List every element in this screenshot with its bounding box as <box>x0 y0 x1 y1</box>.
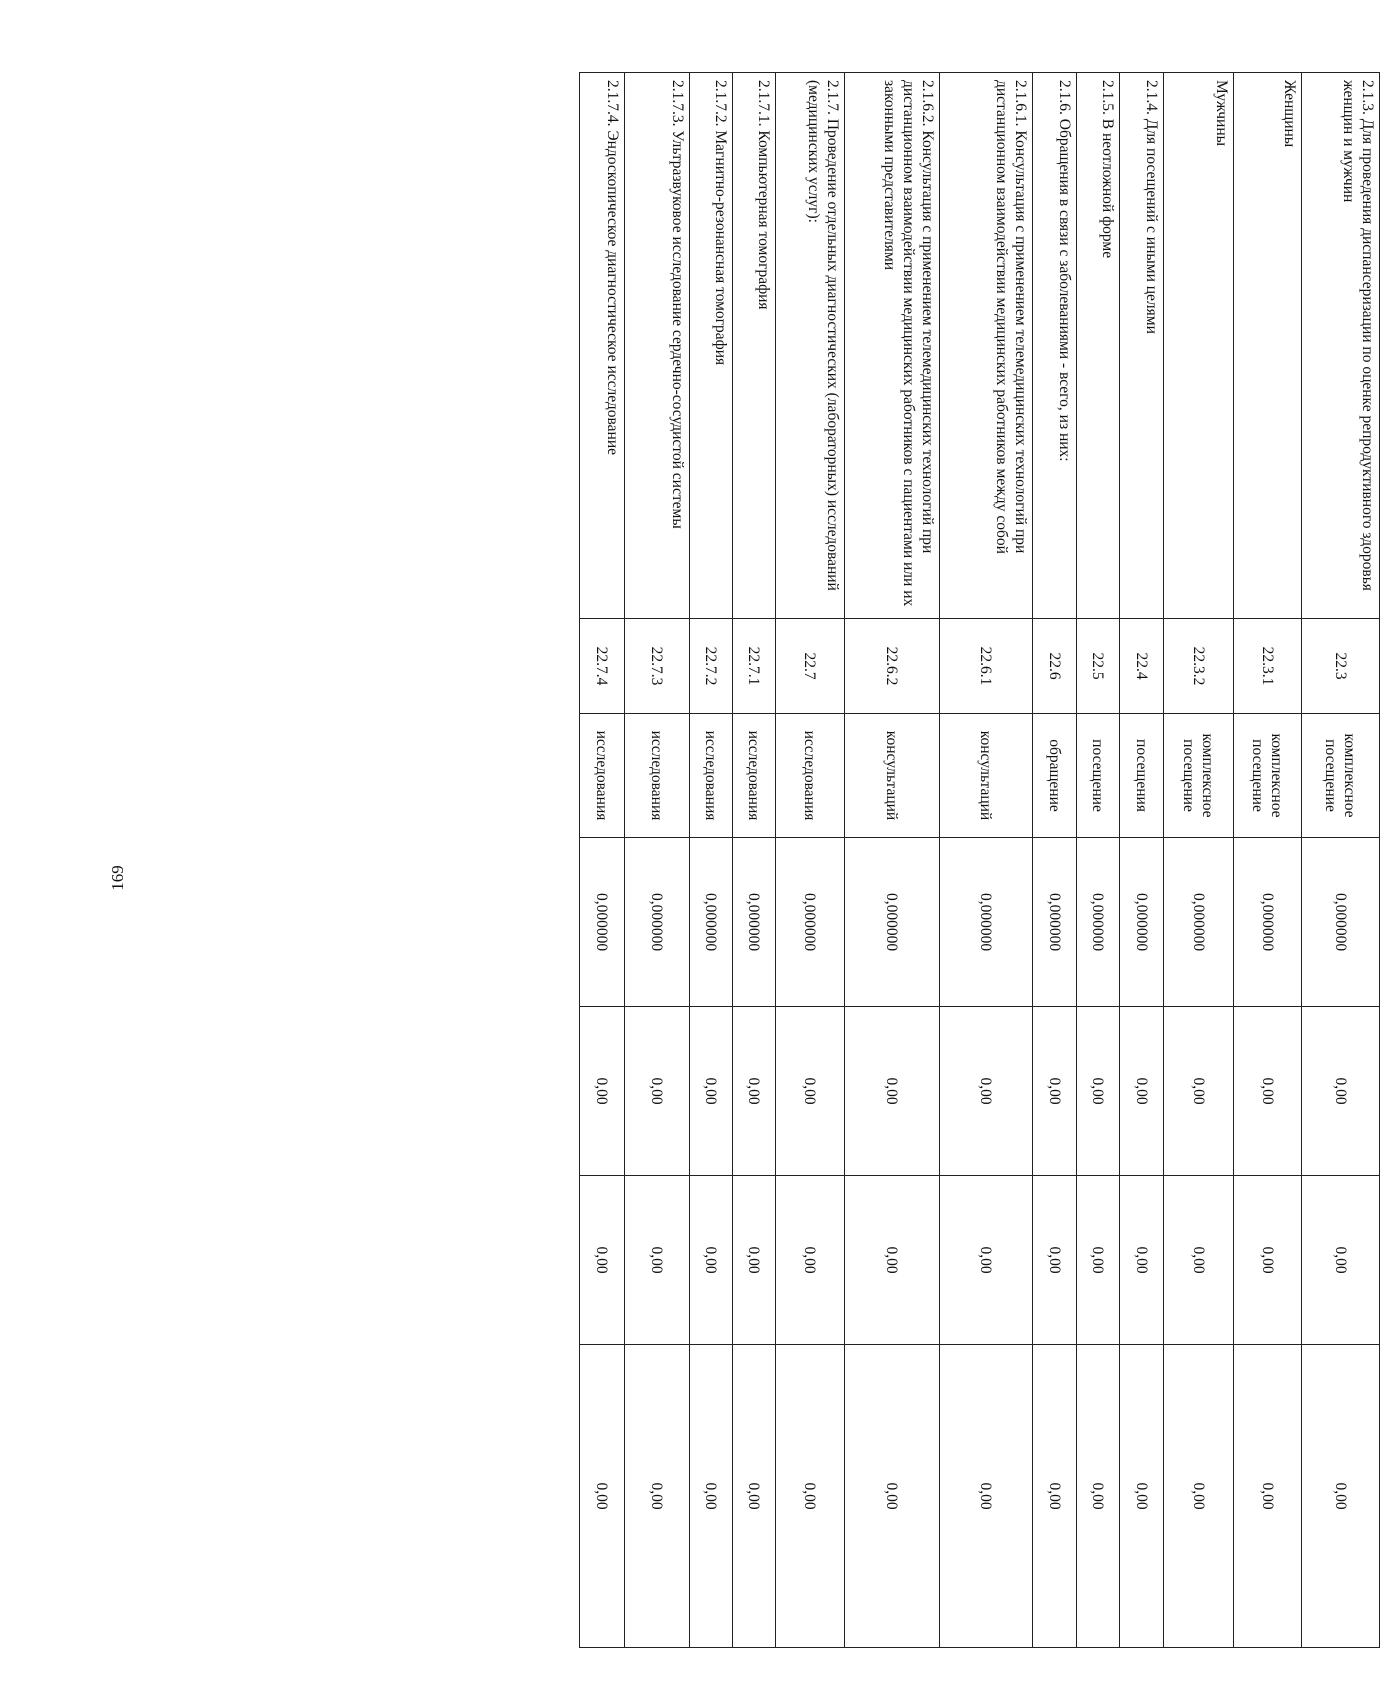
indicator-name-cell: 2.1.5. В неотложной форме <box>1077 73 1120 619</box>
norm-value-cell: 0,000000 <box>580 838 625 1007</box>
row-code-cell: 22.5 <box>1077 619 1120 714</box>
row-code-cell: 22.6.2 <box>845 619 940 714</box>
row-code-cell: 22.3.1 <box>1234 619 1302 714</box>
indicator-name-cell: 2.1.3. Для проведения диспансеризации по оценке репродуктивного здоровья женщин и мужчин <box>1302 73 1380 619</box>
row-code-cell: 22.6 <box>1033 619 1077 714</box>
value-cell-1: 0,00 <box>1234 1007 1302 1176</box>
value-cell-3: 0,00 <box>1120 1345 1164 1648</box>
table-row <box>580 73 625 1648</box>
value-cell-2: 0,00 <box>940 1176 1033 1345</box>
indicator-name-cell: 2.1.6.2. Консультация с применением телемедицинских технологий при дистанционном взаимодействии медицинских работников с пациентами или их законными представителями <box>845 73 940 619</box>
table-row <box>690 73 733 1648</box>
value-cell-2: 0,00 <box>580 1176 625 1345</box>
indicator-name-cell: 2.1.4. Для посещений с иными целями <box>1120 73 1164 619</box>
table-row <box>625 73 690 1648</box>
value-cell-3: 0,00 <box>1077 1345 1120 1648</box>
unit-cell: исследования <box>625 714 690 838</box>
rotated-page-content <box>579 72 1380 1648</box>
value-cell-1: 0,00 <box>1302 1007 1380 1176</box>
value-cell-3: 0,00 <box>625 1345 690 1648</box>
value-cell-2: 0,00 <box>1302 1176 1380 1345</box>
table-body <box>580 73 1380 1648</box>
indicator-name-cell: 2.1.7.2. Магнитно-резонансная томография <box>690 73 733 619</box>
value-cell-3: 0,00 <box>690 1345 733 1648</box>
value-cell-1: 0,00 <box>1120 1007 1164 1176</box>
indicator-name-cell: 2.1.7.3. Ультразвуковое исследование сердечно-сосудистой системы <box>625 73 690 619</box>
unit-cell: исследования <box>580 714 625 838</box>
indicator-name-cell: Мужчины <box>1164 73 1234 619</box>
indicator-name-cell: 2.1.7.4. Эндоскопическое диагностическое исследование <box>580 73 625 619</box>
unit-cell: исследования <box>776 714 845 838</box>
row-code-cell: 22.4 <box>1120 619 1164 714</box>
unit-cell: комплексное посещение <box>1164 714 1234 838</box>
standards-table <box>579 72 1380 1648</box>
table-row <box>1077 73 1120 1648</box>
row-code-cell: 22.6.1 <box>940 619 1033 714</box>
table-row <box>1164 73 1234 1648</box>
value-cell-1: 0,00 <box>940 1007 1033 1176</box>
unit-cell: исследования <box>733 714 776 838</box>
value-cell-2: 0,00 <box>690 1176 733 1345</box>
value-cell-3: 0,00 <box>845 1345 940 1648</box>
norm-value-cell: 0,000000 <box>1077 838 1120 1007</box>
unit-cell: комплексное посещение <box>1302 714 1380 838</box>
unit-cell: комплексное посещение <box>1234 714 1302 838</box>
table-row <box>1033 73 1077 1648</box>
row-code-cell: 22.7.3 <box>625 619 690 714</box>
unit-cell: посещение <box>1077 714 1120 838</box>
value-cell-2: 0,00 <box>776 1176 845 1345</box>
value-cell-3: 0,00 <box>1164 1345 1234 1648</box>
norm-value-cell: 0,000000 <box>1120 838 1164 1007</box>
value-cell-3: 0,00 <box>1033 1345 1077 1648</box>
table-row <box>940 73 1033 1648</box>
norm-value-cell: 0,000000 <box>733 838 776 1007</box>
value-cell-2: 0,00 <box>1077 1176 1120 1345</box>
norm-value-cell: 0,000000 <box>690 838 733 1007</box>
value-cell-3: 0,00 <box>776 1345 845 1648</box>
table-row <box>845 73 940 1648</box>
table-row <box>1302 73 1380 1648</box>
value-cell-2: 0,00 <box>1164 1176 1234 1345</box>
value-cell-2: 0,00 <box>733 1176 776 1345</box>
value-cell-1: 0,00 <box>776 1007 845 1176</box>
unit-cell: исследования <box>690 714 733 838</box>
value-cell-1: 0,00 <box>845 1007 940 1176</box>
row-code-cell: 22.7 <box>776 619 845 714</box>
table-row <box>1234 73 1302 1648</box>
norm-value-cell: 0,000000 <box>625 838 690 1007</box>
norm-value-cell: 0,000000 <box>1164 838 1234 1007</box>
norm-value-cell: 0,000000 <box>1302 838 1380 1007</box>
value-cell-1: 0,00 <box>733 1007 776 1176</box>
value-cell-2: 0,00 <box>1120 1176 1164 1345</box>
value-cell-1: 0,00 <box>625 1007 690 1176</box>
value-cell-1: 0,00 <box>1077 1007 1120 1176</box>
value-cell-3: 0,00 <box>733 1345 776 1648</box>
norm-value-cell: 0,000000 <box>845 838 940 1007</box>
row-code-cell: 22.7.4 <box>580 619 625 714</box>
table-row <box>776 73 845 1648</box>
value-cell-1: 0,00 <box>580 1007 625 1176</box>
value-cell-3: 0,00 <box>940 1345 1033 1648</box>
norm-value-cell: 0,000000 <box>776 838 845 1007</box>
norm-value-cell: 0,000000 <box>1033 838 1077 1007</box>
table-row <box>733 73 776 1648</box>
value-cell-2: 0,00 <box>625 1176 690 1345</box>
value-cell-3: 0,00 <box>580 1345 625 1648</box>
row-code-cell: 22.3.2 <box>1164 619 1234 714</box>
unit-cell: обращение <box>1033 714 1077 838</box>
indicator-name-cell: Женщины <box>1234 73 1302 619</box>
row-code-cell: 22.3 <box>1302 619 1380 714</box>
unit-cell: посещения <box>1120 714 1164 838</box>
norm-value-cell: 0,000000 <box>940 838 1033 1007</box>
indicator-name-cell: 2.1.6. Обращения в связи с заболеваниями - всего, из них: <box>1033 73 1077 619</box>
value-cell-2: 0,00 <box>1033 1176 1077 1345</box>
unit-cell: консультаций <box>845 714 940 838</box>
value-cell-1: 0,00 <box>1164 1007 1234 1176</box>
row-code-cell: 22.7.1 <box>733 619 776 714</box>
indicator-name-cell: 2.1.7.1. Компьютерная томография <box>733 73 776 619</box>
unit-cell: консультаций <box>940 714 1033 838</box>
value-cell-2: 0,00 <box>845 1176 940 1345</box>
norm-value-cell: 0,000000 <box>1234 838 1302 1007</box>
indicator-name-cell: 2.1.6.1. Консультация с применением телемедицинских технологий при дистанционном взаимодействии медицинских работников между собой <box>940 73 1033 619</box>
value-cell-2: 0,00 <box>1234 1176 1302 1345</box>
table-row <box>1120 73 1164 1648</box>
indicator-name-cell: 2.1.7. Проведение отдельных диагностических (лабораторных) исследований (медицинских услуг): <box>776 73 845 619</box>
value-cell-1: 0,00 <box>690 1007 733 1176</box>
value-cell-3: 0,00 <box>1234 1345 1302 1648</box>
value-cell-3: 0,00 <box>1302 1345 1380 1648</box>
page-number: 169 <box>108 865 127 891</box>
row-code-cell: 22.7.2 <box>690 619 733 714</box>
value-cell-1: 0,00 <box>1033 1007 1077 1176</box>
